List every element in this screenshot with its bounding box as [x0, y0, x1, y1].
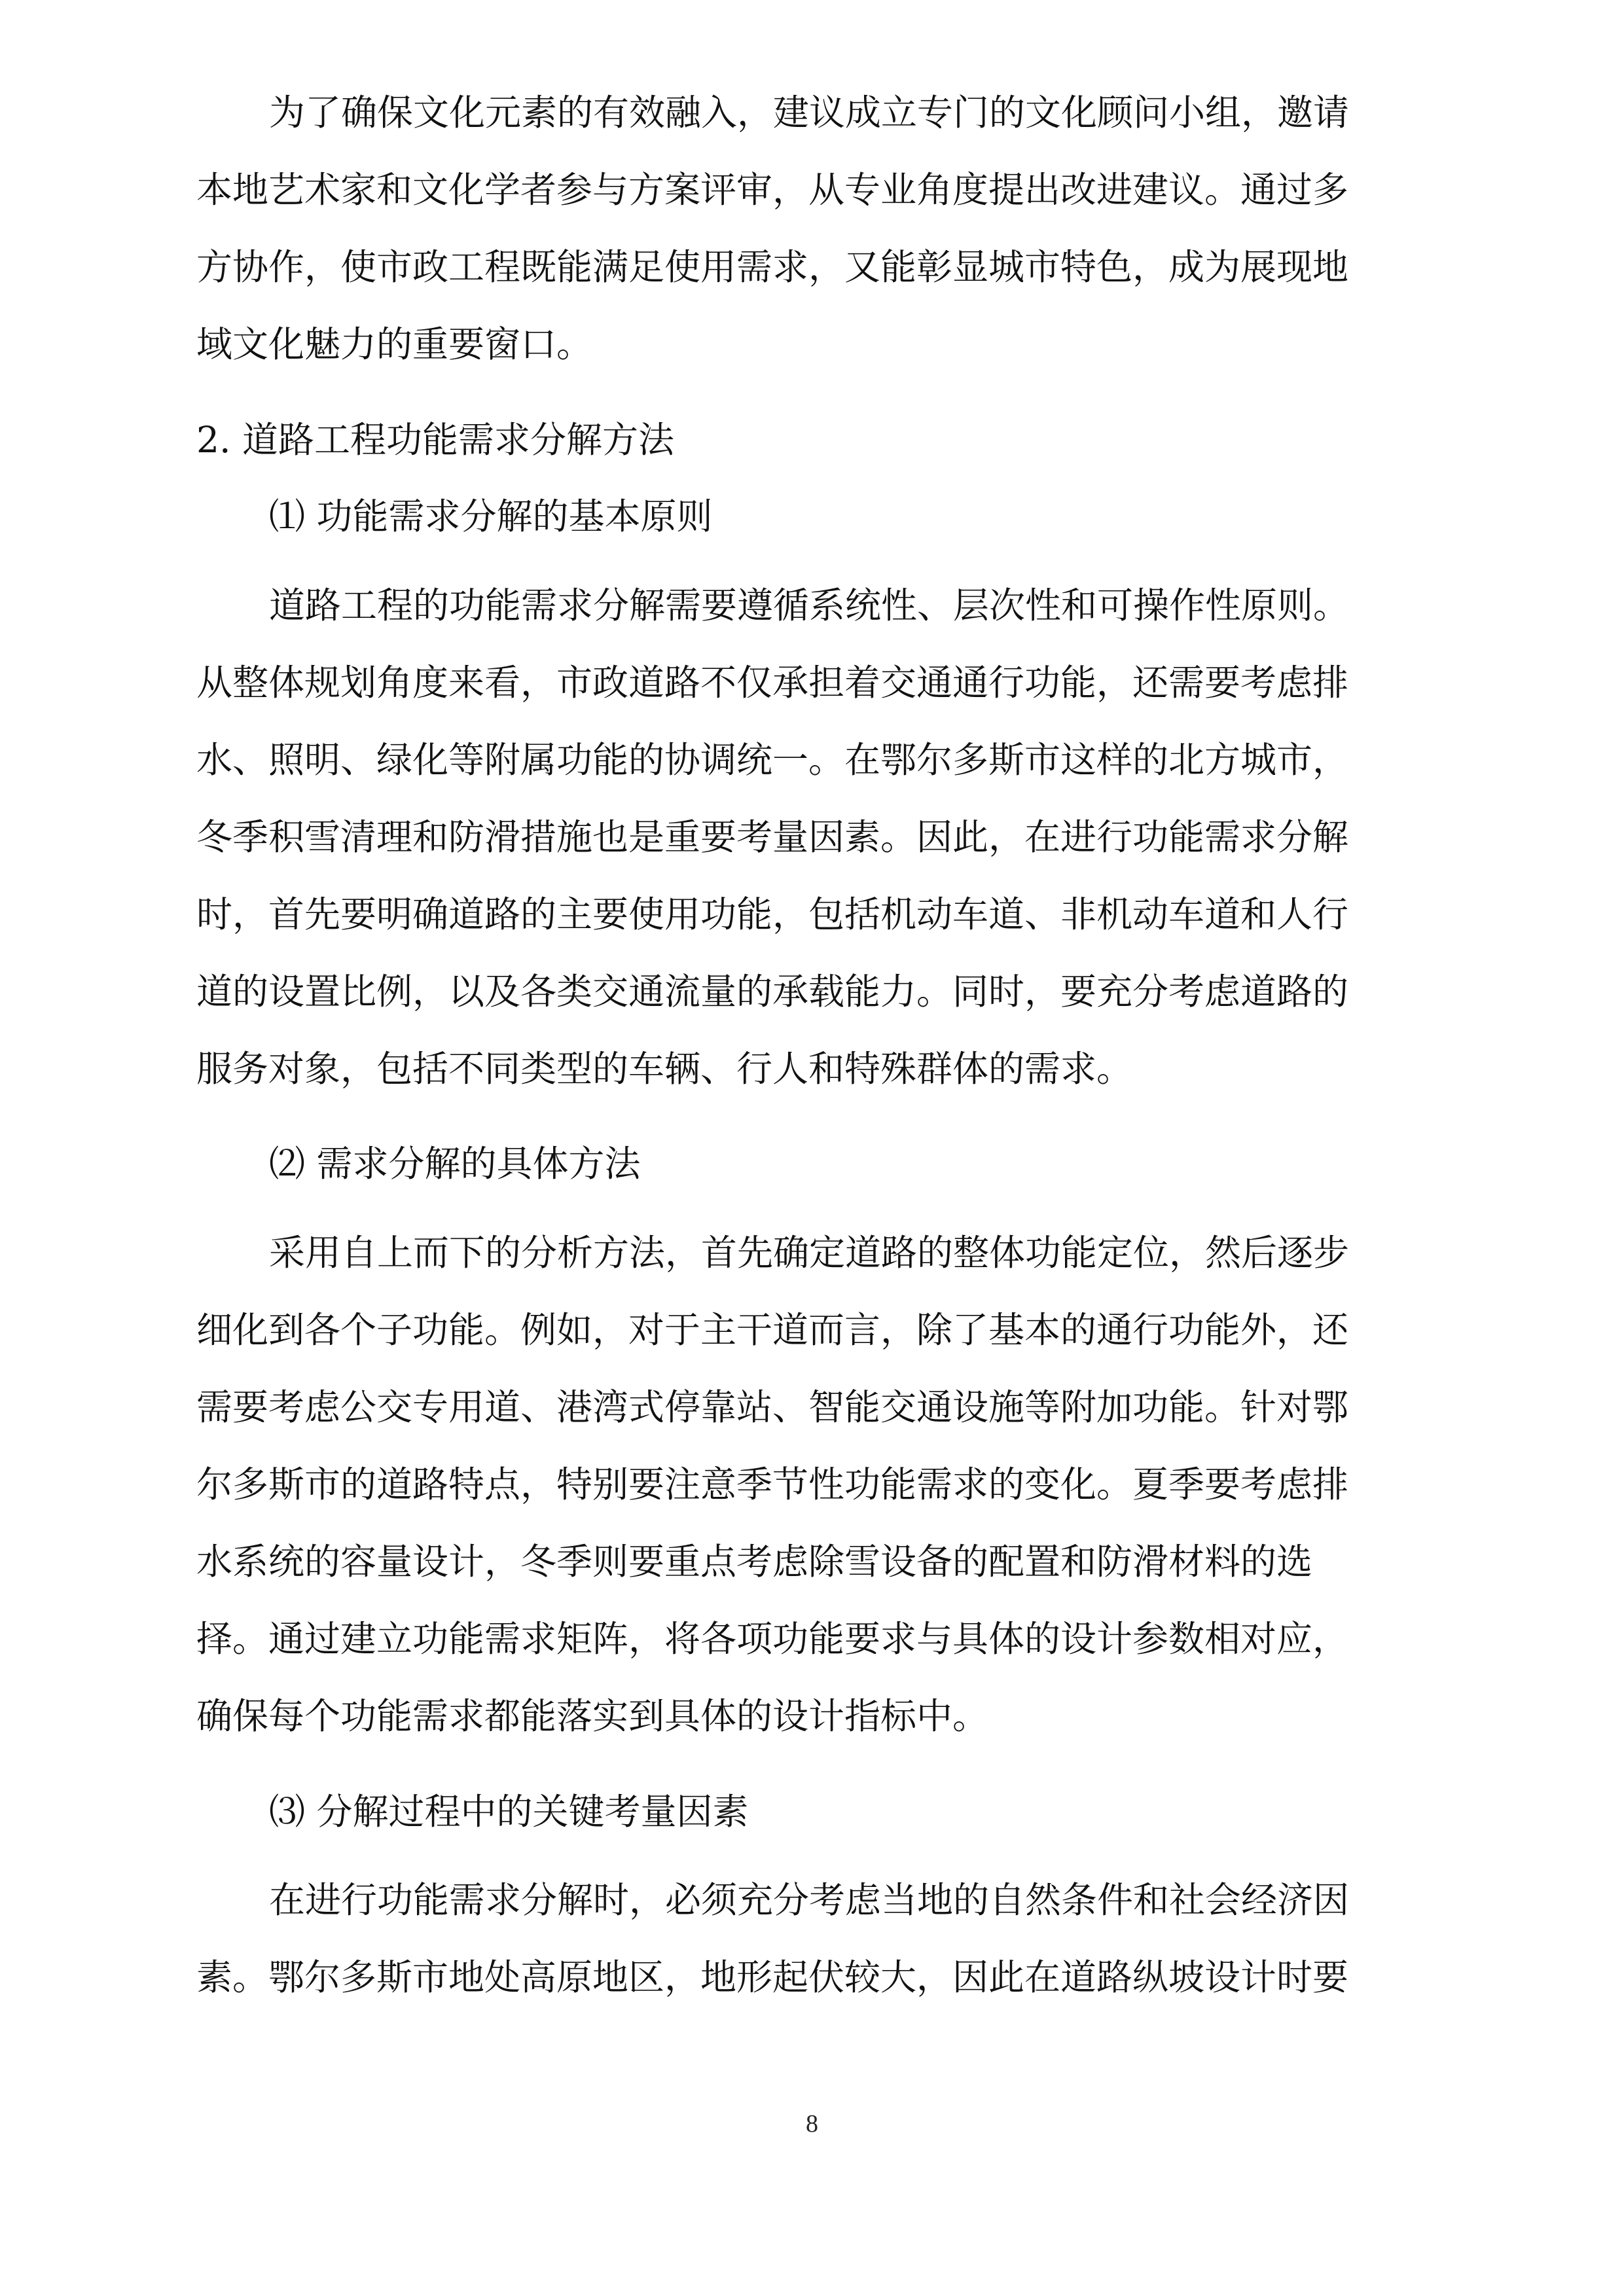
paragraph-3-line-3: 需要考虑公交专用道、港湾式停靠站、智能交通设施等附加功能。针对鄂 [196, 1386, 1349, 1428]
section-heading: 2. 道路工程功能需求分解方法 [196, 419, 674, 461]
sub-heading-3: ⑶ 分解过程中的关键考量因素 [269, 1791, 749, 1833]
paragraph-1-line-2: 本地艺术家和文化学者参与方案评审，从专业角度提出改进建议。通过多 [196, 169, 1349, 211]
paragraph-1-line-1: 为了确保文化元素的有效融入，建议成立专门的文化顾问小组，邀请 [269, 92, 1350, 134]
paragraph-1-line-4: 域文化魅力的重要窗口。 [196, 323, 593, 365]
paragraph-3-line-2: 细化到各个子功能。例如，对于主干道而言，除了基本的通行功能外，还 [196, 1309, 1349, 1351]
paragraph-1-line-3: 方协作，使市政工程既能满足使用需求，又能彰显城市特色，成为展现地 [196, 246, 1349, 288]
paragraph-2-line-3: 水、照明、绿化等附属功能的协调统一。在鄂尔多斯市这样的北方城市， [196, 739, 1349, 781]
paragraph-3-line-7: 确保每个功能需求都能落实到具体的设计指标中。 [196, 1695, 989, 1737]
paragraph-3-line-6: 择。通过建立功能需求矩阵，将各项功能要求与具体的设计参数相对应， [196, 1618, 1349, 1660]
paragraph-3-line-4: 尔多斯市的道路特点，特别要注意季节性功能需求的变化。夏季要考虑排 [196, 1463, 1349, 1505]
paragraph-2-line-4: 冬季积雪清理和防滑措施也是重要考量因素。因此，在进行功能需求分解 [196, 816, 1349, 858]
paragraph-3-line-5: 水系统的容量设计，冬季则要重点考虑除雪设备的配置和防滑材料的选 [196, 1541, 1313, 1583]
paragraph-2-line-2: 从整体规划角度来看，市政道路不仅承担着交通通行功能，还需要考虑排 [196, 662, 1349, 704]
sub-heading-1: ⑴ 功能需求分解的基本原则 [269, 495, 713, 537]
paragraph-2-line-6: 道的设置比例，以及各类交通流量的承载能力。同时，要充分考虑道路的 [196, 971, 1349, 1013]
page-number: 8 [806, 2110, 818, 2138]
sub-heading-2: ⑵ 需求分解的具体方法 [269, 1143, 641, 1185]
paragraph-3-line-1: 采用自上而下的分析方法，首先确定道路的整体功能定位，然后逐步 [269, 1232, 1350, 1274]
paragraph-2-line-5: 时，首先要明确道路的主要使用功能，包括机动车道、非机动车道和人行 [196, 893, 1349, 935]
paragraph-4-line-1: 在进行功能需求分解时，必须充分考虑当地的自然条件和社会经济因 [269, 1879, 1350, 1921]
paragraph-2-line-7: 服务对象，包括不同类型的车辆、行人和特殊群体的需求。 [196, 1048, 1133, 1090]
paragraph-2-line-1: 道路工程的功能需求分解需要遵循系统性、层次性和可操作性原则。 [269, 584, 1350, 626]
paragraph-4-line-2: 素。鄂尔多斯市地处高原地区，地形起伏较大，因此在道路纵坡设计时要 [196, 1956, 1349, 1998]
